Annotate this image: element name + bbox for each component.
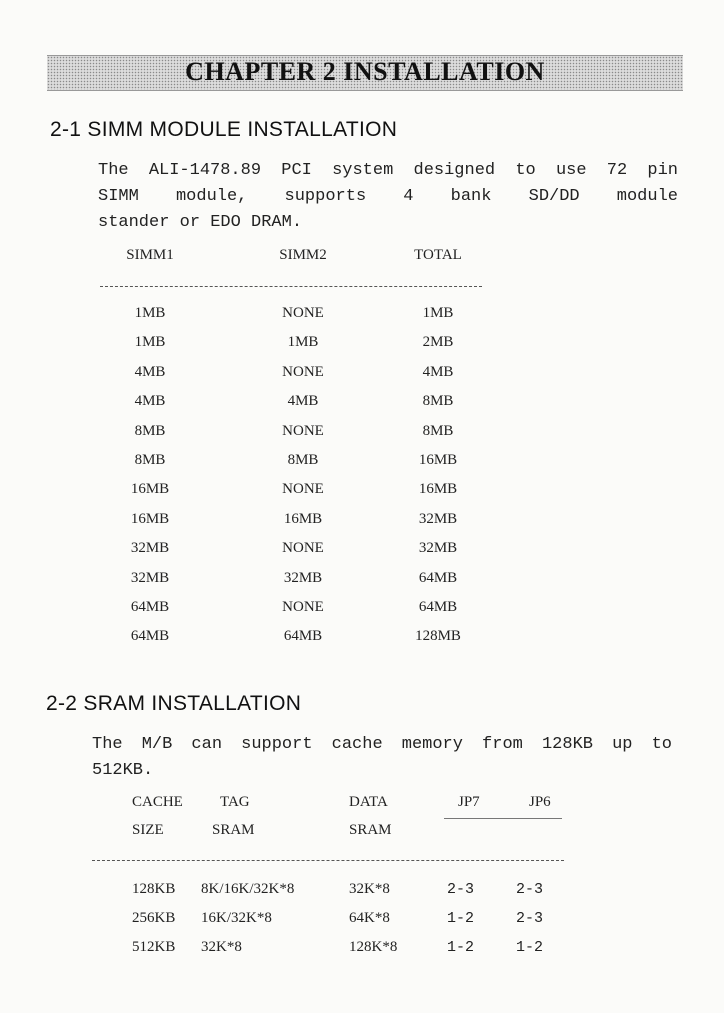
table-cell: 8MB xyxy=(422,393,454,409)
table-cell: 16MB xyxy=(418,481,458,497)
paragraph-line: The ALI-1478.89 PCI system designed to use 72 pin xyxy=(98,161,678,180)
column-header: JP6 xyxy=(529,794,551,810)
column-header: SIMM1 xyxy=(126,247,174,263)
table-cell: 1MB xyxy=(287,334,319,350)
table-cell: NONE xyxy=(282,540,324,556)
table-cell: 128MB xyxy=(415,628,461,644)
table-cell: 64MB xyxy=(130,628,170,644)
table-cell: 16MB xyxy=(130,481,170,497)
table-cell: 1MB xyxy=(134,334,166,350)
chapter-title: CHAPTER 2 INSTALLATION xyxy=(185,57,545,86)
table-cell: 1-2 xyxy=(447,939,475,956)
table-cell: 128K*8 xyxy=(349,939,398,955)
column-header: CACHE xyxy=(132,794,183,810)
table-cell: 16MB xyxy=(130,511,170,527)
table-cell: 32MB xyxy=(418,540,458,556)
chapter-banner xyxy=(47,55,683,91)
table-cell: 1MB xyxy=(134,305,166,321)
table-cell: 32K*8 xyxy=(349,881,390,897)
table-cell: 2-3 xyxy=(516,881,544,898)
column-header: JP7 xyxy=(458,794,480,810)
table-cell: 4MB xyxy=(422,364,454,380)
column-header: SIZE xyxy=(132,822,164,838)
table-cell: 1-2 xyxy=(447,910,475,927)
table-cell: 512KB xyxy=(132,939,176,955)
table-cell: 256KB xyxy=(132,910,176,926)
column-header: SIMM2 xyxy=(279,247,327,263)
table-cell: 64K*8 xyxy=(349,910,390,926)
table-cell: 1MB xyxy=(422,305,454,321)
paragraph-line: The M/B can support cache memory from 128KB up to xyxy=(92,735,672,754)
column-header: TAG xyxy=(220,794,250,810)
simm-table-divider xyxy=(100,286,482,287)
sram-table-divider xyxy=(92,860,564,861)
sram-paragraph xyxy=(92,732,672,784)
table-cell: 8MB xyxy=(134,423,166,439)
table-cell: NONE xyxy=(282,481,324,497)
table-cell: 16MB xyxy=(283,511,323,527)
jumper-underline xyxy=(444,818,562,819)
column-header: DATA xyxy=(349,794,388,810)
paragraph-line: stander or EDO DRAM. xyxy=(98,213,303,232)
table-cell: 32MB xyxy=(130,540,170,556)
table-cell: NONE xyxy=(282,599,324,615)
paragraph-line: 512KB. xyxy=(92,761,154,780)
table-cell: NONE xyxy=(282,423,324,439)
table-cell: 64MB xyxy=(418,570,458,586)
table-cell: 8MB xyxy=(422,423,454,439)
table-cell: 32MB xyxy=(130,570,170,586)
table-cell: 2MB xyxy=(422,334,454,350)
table-cell: 8MB xyxy=(134,452,166,468)
table-cell: 32K*8 xyxy=(201,939,242,955)
simm-paragraph xyxy=(98,158,678,236)
table-cell: 16K/32K*8 xyxy=(201,910,272,926)
table-cell: 64MB xyxy=(283,628,323,644)
table-cell: 8K/16K/32K*8 xyxy=(201,881,295,897)
table-cell: NONE xyxy=(282,364,324,380)
table-cell: 4MB xyxy=(287,393,319,409)
table-cell: 32MB xyxy=(418,511,458,527)
table-cell: 32MB xyxy=(283,570,323,586)
table-cell: 4MB xyxy=(134,364,166,380)
table-cell: 8MB xyxy=(287,452,319,468)
table-cell: 64MB xyxy=(418,599,458,615)
table-cell: 64MB xyxy=(130,599,170,615)
section-heading-simm: 2-1 SIMM MODULE INSTALLATION xyxy=(50,118,398,141)
table-cell: 1-2 xyxy=(516,939,544,956)
table-cell: 2-3 xyxy=(516,910,544,927)
table-cell: NONE xyxy=(282,305,324,321)
table-cell: 4MB xyxy=(134,393,166,409)
table-cell: 16MB xyxy=(418,452,458,468)
section-heading-sram: 2-2 SRAM INSTALLATION xyxy=(46,692,302,715)
column-header: SRAM xyxy=(349,822,392,838)
paragraph-line: SIMM module, supports 4 bank SD/DD module xyxy=(98,187,678,206)
table-cell: 2-3 xyxy=(447,881,475,898)
column-header: TOTAL xyxy=(414,247,462,263)
table-cell: 128KB xyxy=(132,881,176,897)
column-header: SRAM xyxy=(212,822,255,838)
